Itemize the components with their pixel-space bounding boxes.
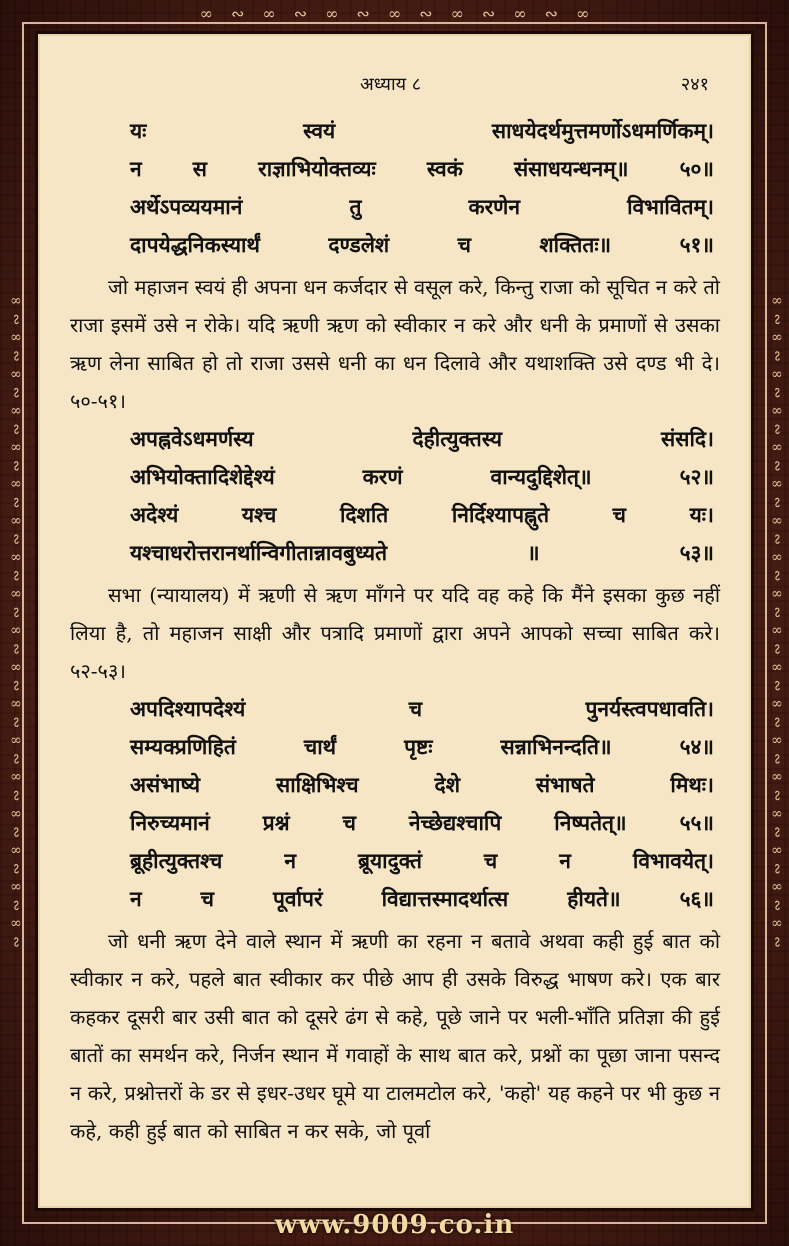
page-content — [70, 112, 720, 1150]
website-watermark: www.9009.co.in — [274, 1210, 515, 1240]
chapter-title: अध्याय ८ — [360, 74, 422, 95]
verse-line: सम्यक्प्रणिहितं चार्थं पृष्टः सन्नाभिनन्दति॥ ५४॥ — [130, 734, 714, 759]
left-ornament-column: ∞ ∾ ∞ ∾ ∞ ∾ ∞ ∾ ∞ ∾ ∞ ∾ ∞ ∾ ∞ ∾ ∞ ∾ ∞ ∾ ∞ ∾ ∞ ∾ ∞ ∾ ∞ ∾ ∞ ∾ ∞ ∾ ∞ ∾ ∞ ∾ — [8, 292, 24, 948]
verse-line: निरुच्यमानं प्रश्नं च नेच्छेद्यश्चापि निष्पतेत्॥ ५५॥ — [130, 810, 714, 835]
footer-bar — [0, 1208, 789, 1246]
top-ornament-row: ∞ ∾ ∞ ∾ ∞ ∾ ∞ ∾ ∞ ∾ ∞ ∾ ∞ — [199, 4, 590, 23]
verse-line: अदेश्यं यश्च दिशति निर्दिश्यापह्नुते च यः। — [130, 502, 714, 527]
verse-line: दापयेद्धनिकस्यार्थं दण्डलेशं च शक्तितः॥ ५१॥ — [130, 232, 714, 257]
verse-line: अपह्नवेऽधमर्णस्य देहीत्युक्तस्य संसदि। — [130, 426, 714, 451]
verse-block-54-56 — [70, 690, 720, 918]
verse-block-52-53 — [70, 420, 720, 572]
verse-line: न स राज्ञाभियोक्तव्यः स्वकं संसाधयन्धनम्॥ ५०॥ — [130, 156, 714, 181]
translation-paragraph: जो महाजन स्वयं ही अपना धन कर्जदार से वसूल करे, किन्तु राजा को सूचित न करे तो राजा इसमें उसे न रोके। यदि ऋणी ऋण को स्वीकार न करे और धनी के प्रमाणों से उसका ऋण लेना साबित हो तो राजा उससे धनी का धन दिलावे और यथाशक्ति उसे दण्ड भी दे।५०-५१। — [70, 275, 720, 413]
translation-paragraph: सभा (न्यायालय) में ऋणी से ऋण माँगने पर यदि वह कहे कि मैंने इसका कुछ नहीं लिया है, तो महाजन साक्षी और पत्रादि प्रमाणों द्वारा अपने आपको सच्चा साबित करे।५२-५३। — [70, 583, 720, 683]
verse-line: अभियोक्तादिशेद्देश्यं करणं वान्यदुद्दिशेत्॥ ५२॥ — [130, 464, 714, 489]
verse-line: अर्थेऽपव्ययमानं तु करणेन विभावितम्। — [130, 194, 714, 219]
verse-line: न च पूर्वापरं विद्यात्तस्मादर्थात्स हीयते॥ ५६॥ — [130, 886, 714, 911]
verse-line: यश्चाधरोत्तरानर्थान्विगीतान्नावबुध्यते ॥ ५३॥ — [130, 540, 714, 565]
page-number: २४१ — [680, 74, 709, 95]
book-page — [38, 34, 751, 1208]
verse-block-50-51 — [70, 112, 720, 264]
translation-paragraph: जो धनी ऋण देने वाले स्थान में ऋणी का रहना न बतावे अथवा कही हुई बात को स्वीकार न करे, पहले बात स्वीकार कर पीछे आप ही उसके विरुद्ध भाषण करे। एक बार कहकर दूसरी बार उसी बात को दूसरे ढंग से कहे, पूछे जाने पर भली-भाँति प्रतिज्ञा की हुई बातों का समर्थन करे, निर्जन स्थान में गवाहों के साथ बात करे, प्रश्नों का पूछा जाना पसन्द न करे, प्रश्नोत्तरों के डर से इधर-उधर घूमे या टालमटोल करे, 'कहो' यह कहने पर भी कुछ न कहे, कही हुई बात को साबित न कर सके, जो पूर्वा — [70, 929, 721, 1143]
page-header — [38, 72, 751, 100]
verse-line: यः स्वयं साधयेदर्थमुत्तमर्णोऽधमर्णिकम्। — [130, 118, 714, 143]
verse-line: असंभाष्ये साक्षिभिश्च देशे संभाषते मिथः। — [130, 772, 714, 797]
verse-line: अपदिश्यापदेश्यं च पुनर्यस्त्वपधावति। — [130, 696, 714, 721]
right-ornament-column: ∞ ∾ ∞ ∾ ∞ ∾ ∞ ∾ ∞ ∾ ∞ ∾ ∞ ∾ ∞ ∾ ∞ ∾ ∞ ∾ ∞ ∾ ∞ ∾ ∞ ∾ ∞ ∾ ∞ ∾ ∞ ∾ ∞ ∾ ∞ ∾ — [769, 292, 785, 948]
verse-line: ब्रूहीत्युक्तश्च न ब्रूयादुक्तं च न विभावयेत्। — [130, 848, 715, 873]
